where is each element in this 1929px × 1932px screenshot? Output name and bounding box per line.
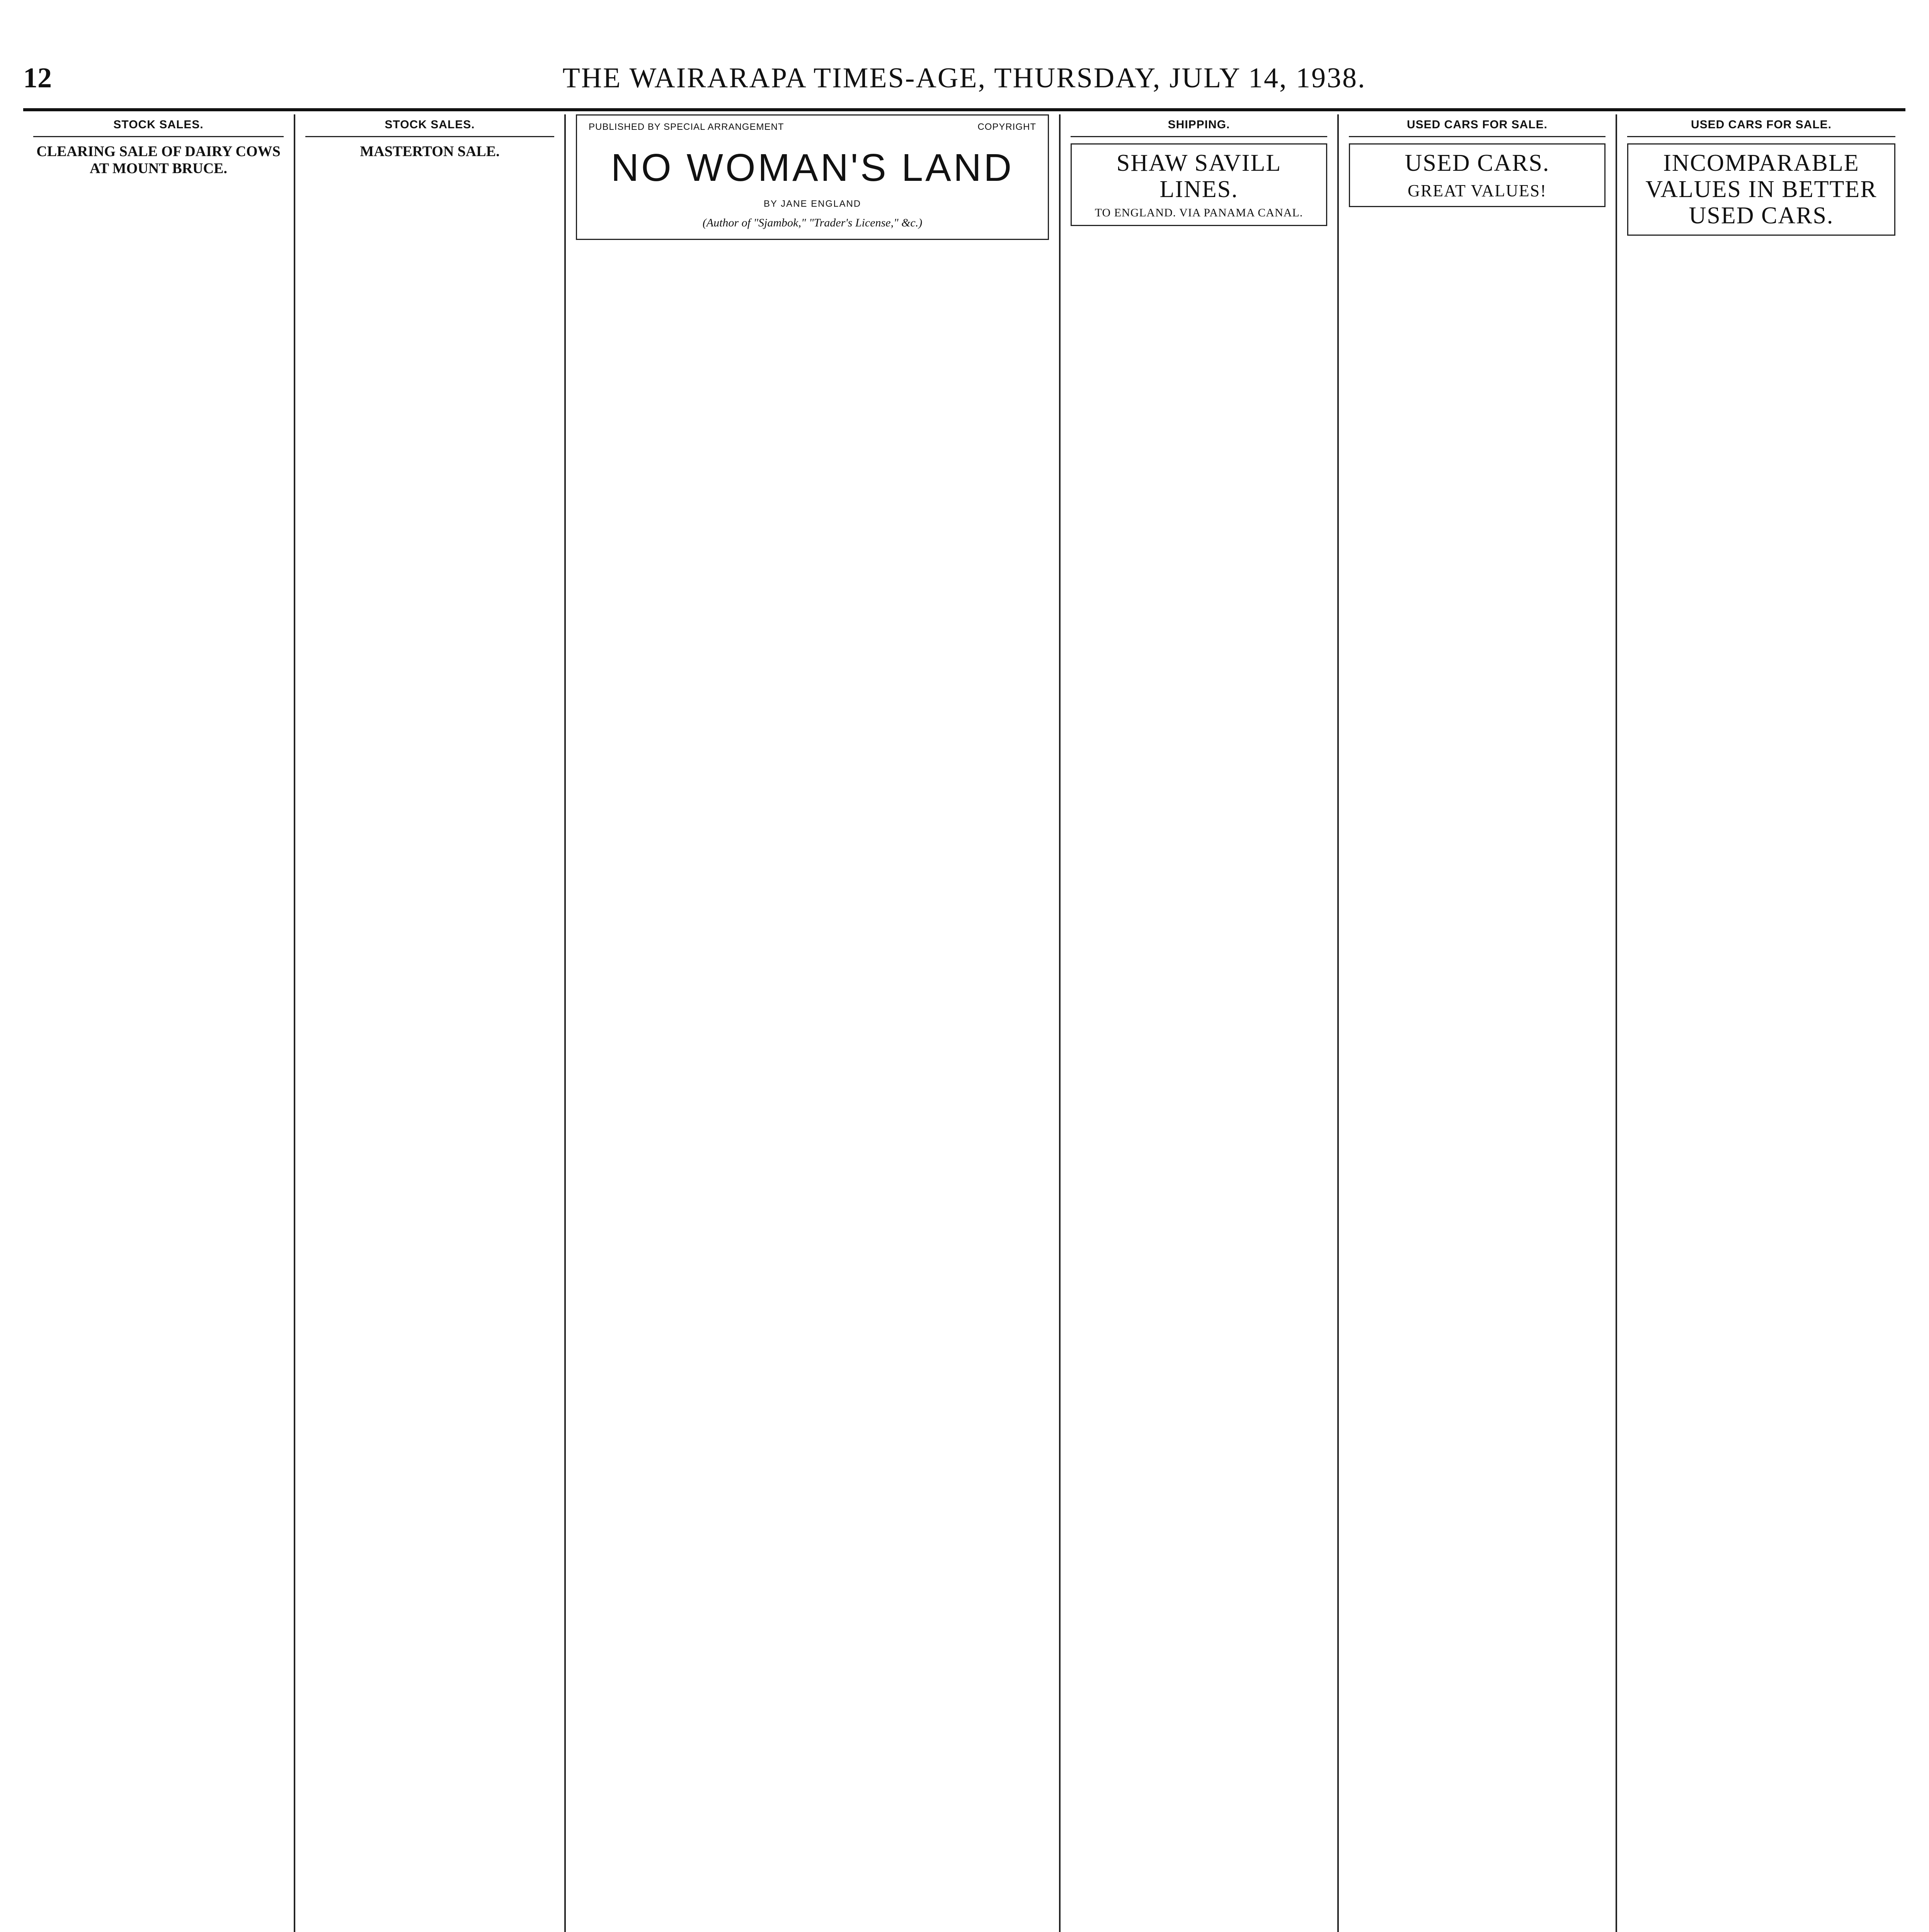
column-serial-story bbox=[564, 114, 1059, 1932]
special-arrangement-label: PUBLISHED BY SPECIAL ARRANGEMENT bbox=[589, 122, 784, 132]
masthead-rule bbox=[23, 108, 1905, 111]
masthead bbox=[23, 58, 1905, 100]
incomparable-values-title: INCOMPARABLE VALUES IN BETTER USED CARS. bbox=[1645, 150, 1877, 229]
shaw-savill-ad bbox=[1071, 143, 1327, 226]
ad-title-mount-bruce-sale: CLEARING SALE OF DAIRY COWS AT MOUNT BRUCE. bbox=[36, 143, 281, 177]
used-cars-title: USED CARS. bbox=[1405, 150, 1550, 176]
copyright-label: COPYRIGHT bbox=[977, 122, 1036, 132]
story-top-line bbox=[589, 122, 1036, 133]
column-shipping bbox=[1059, 114, 1337, 1932]
shaw-savill-title: SHAW SAVILL LINES. bbox=[1116, 150, 1282, 203]
story-title: NO WOMAN'S LAND bbox=[611, 146, 1014, 189]
column-used-cars-1 bbox=[1337, 114, 1616, 1932]
ad-title-masterton-sale: MASTERTON SALE. bbox=[360, 143, 500, 160]
story-byline: BY JANE ENGLAND bbox=[763, 199, 861, 209]
page-number: 12 bbox=[23, 62, 52, 94]
story-author-credit: (Author of "Sjambok," "Trader's License," &c.) bbox=[702, 216, 923, 229]
used-cars-ad bbox=[1349, 143, 1606, 207]
column-heading: USED CARS FOR SALE. bbox=[1627, 114, 1895, 137]
column-stock-sales-1 bbox=[23, 114, 294, 1932]
used-cars-subtitle: GREAT VALUES! bbox=[1408, 181, 1547, 201]
paper-date-line: THE WAIRARAPA TIMES-AGE, THURSDAY, JULY 14, 1938. bbox=[562, 62, 1366, 94]
shaw-savill-route: TO ENGLAND. VIA PANAMA CANAL. bbox=[1095, 206, 1303, 219]
column-heading: STOCK SALES. bbox=[33, 114, 284, 137]
column-stock-sales-2 bbox=[294, 114, 564, 1932]
serial-story-header bbox=[576, 114, 1049, 240]
column-heading: USED CARS FOR SALE. bbox=[1349, 114, 1606, 137]
column-heading: STOCK SALES. bbox=[305, 114, 554, 137]
incomparable-values-ad bbox=[1627, 143, 1895, 236]
column-heading: SHIPPING. bbox=[1071, 114, 1327, 137]
column-used-cars-2 bbox=[1616, 114, 1905, 1932]
